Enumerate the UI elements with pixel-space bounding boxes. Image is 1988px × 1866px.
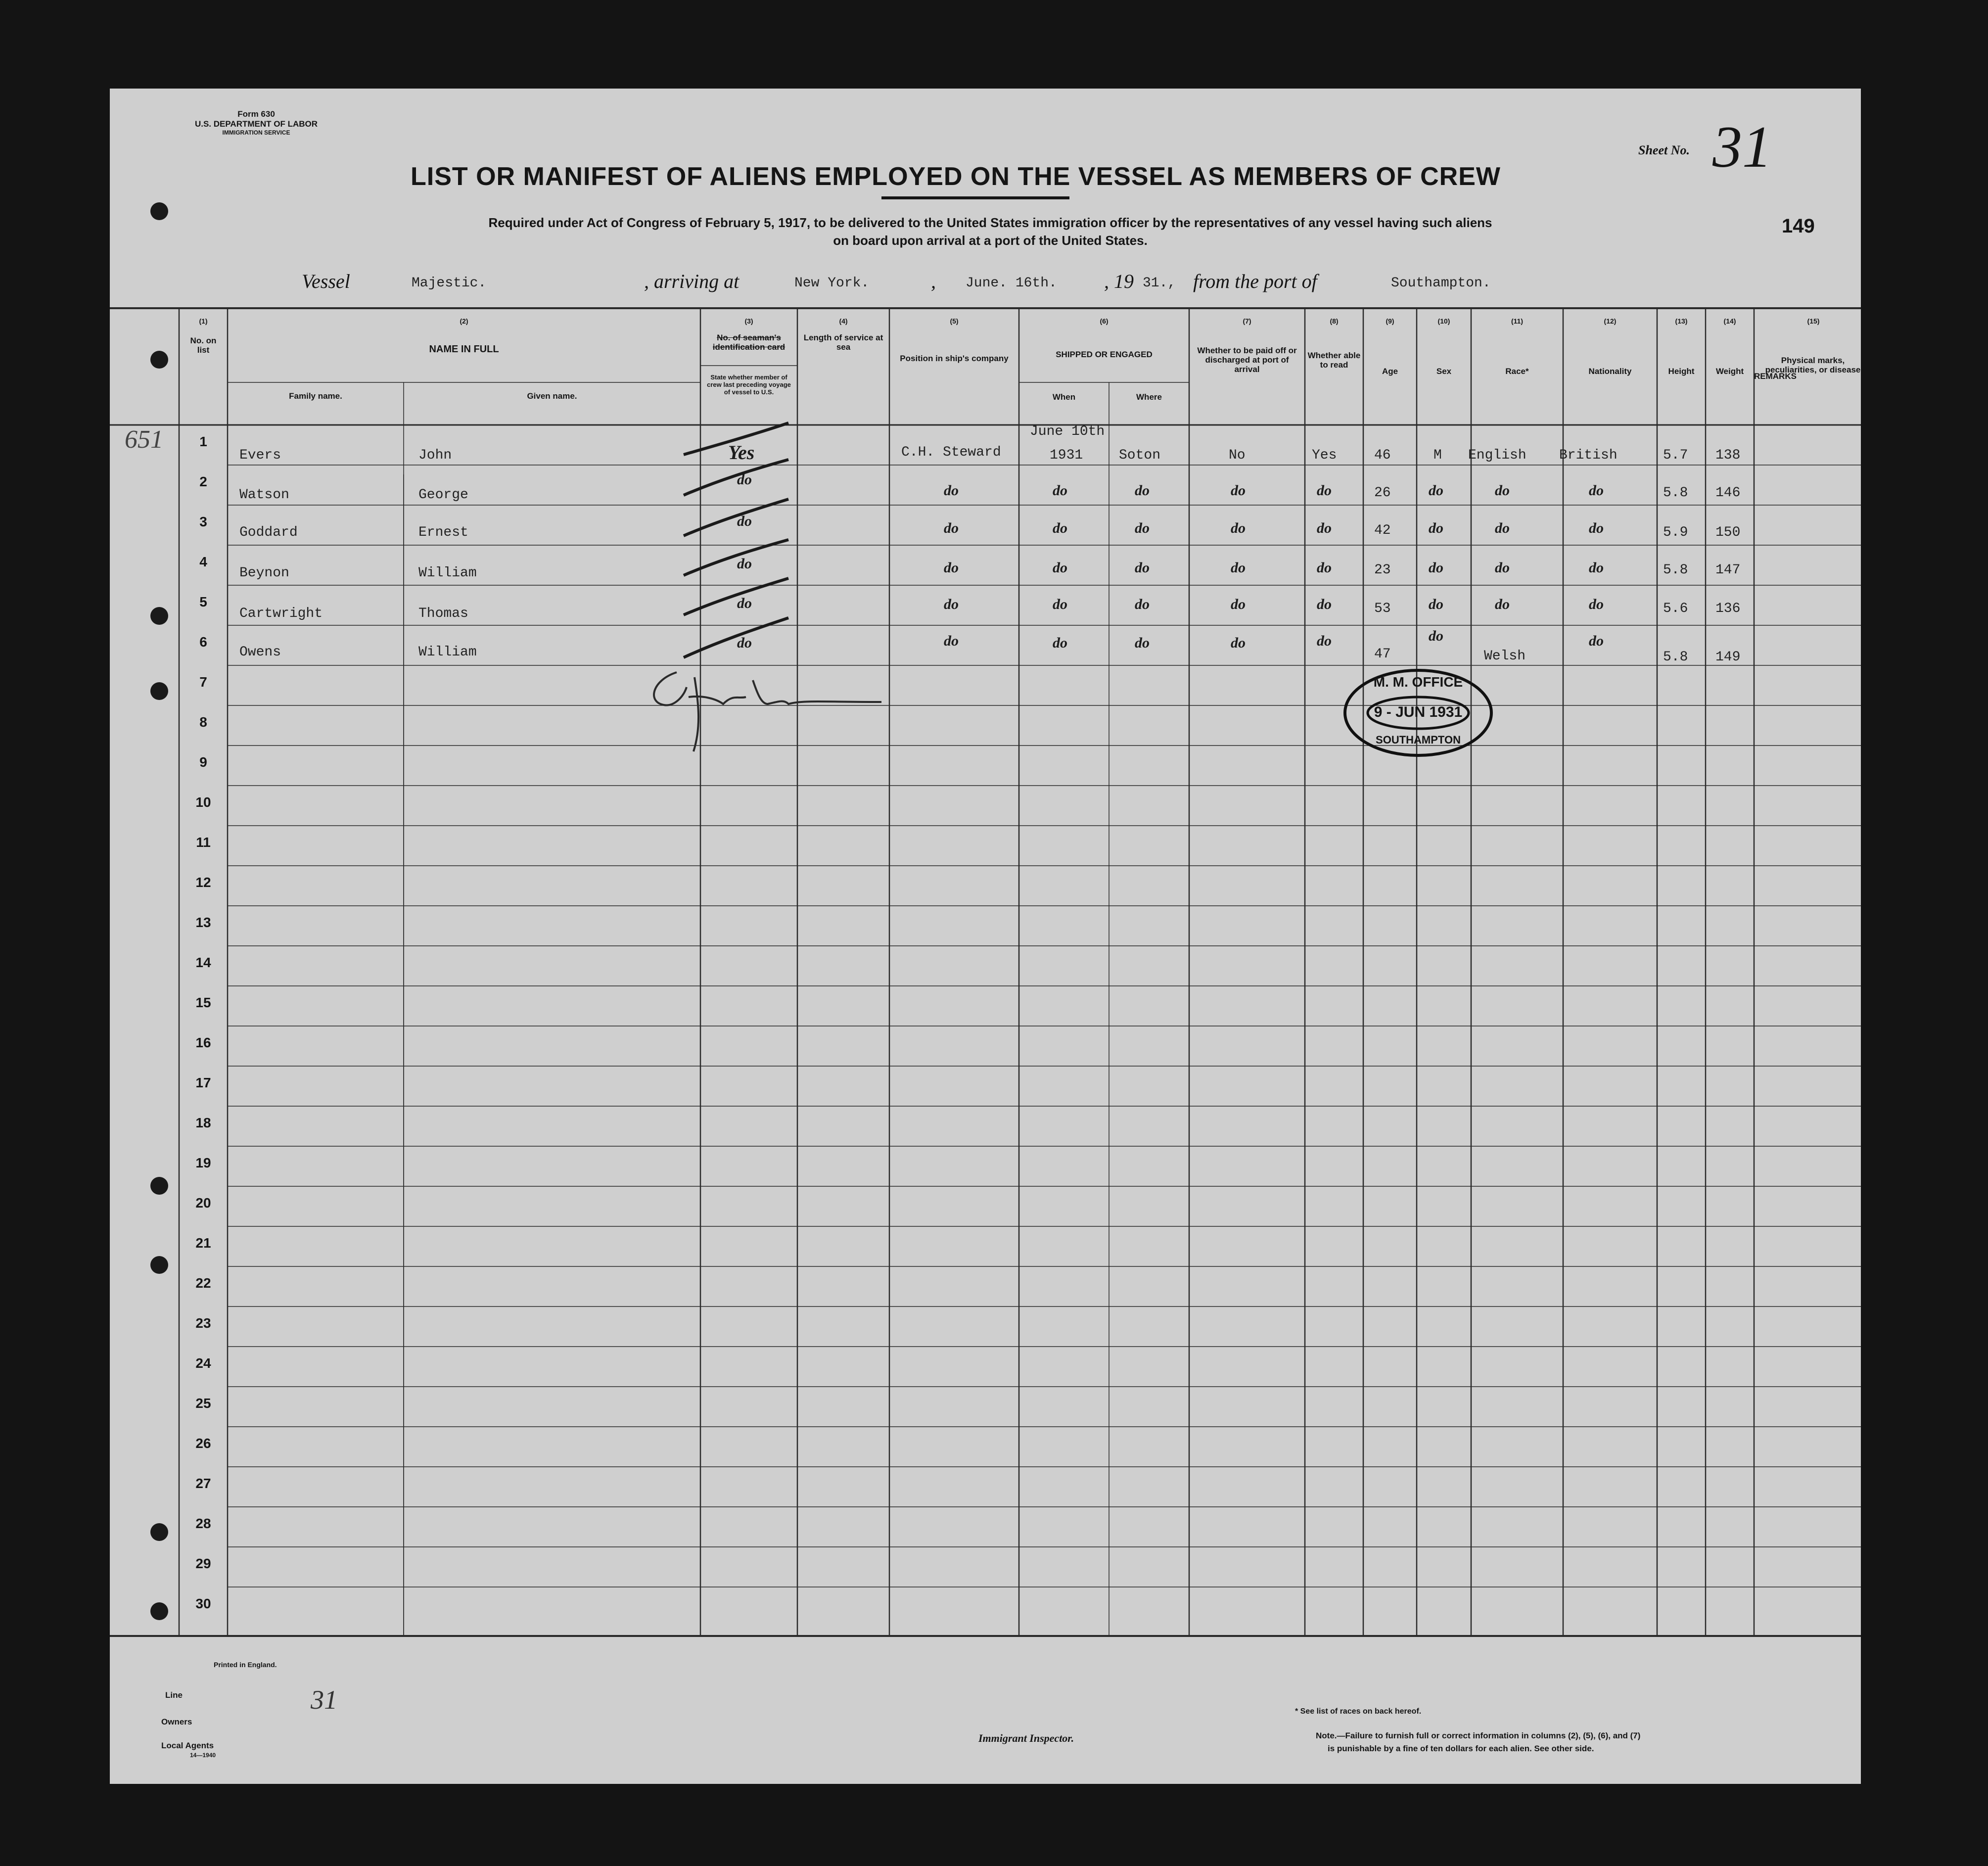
row-number: 27 bbox=[195, 1476, 211, 1491]
local-agents-label: Local Agents bbox=[161, 1741, 214, 1750]
row-number: 6 bbox=[199, 634, 207, 650]
sheet-label: Sheet No. bbox=[1638, 143, 1690, 157]
crew-height: 5.8 bbox=[1663, 650, 1688, 665]
departure-port: Southampton. bbox=[1391, 276, 1491, 291]
crew-shipped-where: do bbox=[1135, 520, 1150, 536]
crew-position: C.H. Steward bbox=[901, 445, 1001, 460]
crew-previous-voyage: do bbox=[737, 513, 752, 529]
row-number: 16 bbox=[195, 1035, 211, 1050]
check-stroke bbox=[684, 618, 788, 657]
footer-annotation: 31 bbox=[311, 1685, 337, 1715]
crew-family-name: Beynon bbox=[239, 565, 289, 581]
crew-family-name: Goddard bbox=[239, 525, 298, 540]
crew-shipped-when-year: 1931 bbox=[1050, 448, 1083, 463]
check-stroke bbox=[684, 460, 788, 495]
note-line-1 bbox=[1316, 1731, 1640, 1741]
row-number: 5 bbox=[199, 594, 207, 609]
crew-able-to-read: do bbox=[1317, 596, 1332, 612]
from-port-label: from the port of bbox=[1193, 270, 1317, 292]
header-length-of-service: Length of service at sea bbox=[803, 333, 883, 352]
header-where: Where bbox=[1136, 392, 1162, 402]
row-number: 13 bbox=[195, 915, 211, 930]
crew-shipped-when: do bbox=[1053, 482, 1067, 499]
row-number: 30 bbox=[195, 1596, 211, 1611]
crew-nationality: do bbox=[1589, 520, 1604, 536]
subtitle-line-2: on board upon arrival at a port of the United States. bbox=[833, 233, 1148, 248]
header-sex: Sex bbox=[1436, 367, 1452, 376]
header-position: Position in ship's company bbox=[900, 354, 1009, 363]
crew-previous-voyage: do bbox=[737, 595, 752, 611]
check-stroke bbox=[684, 578, 788, 615]
crew-paid-off: do bbox=[1231, 560, 1246, 576]
crew-able-to-read: do bbox=[1317, 482, 1332, 499]
header-able-to-read: Whether able to read bbox=[1307, 351, 1361, 370]
row-number: 8 bbox=[199, 714, 207, 730]
arriving-label: , arriving at bbox=[644, 270, 740, 292]
stamp-date: 9 - JUN 1931 bbox=[1374, 704, 1463, 720]
service-name: IMMIGRATION SERVICE bbox=[222, 129, 290, 136]
col-number-3: (3) bbox=[744, 317, 753, 325]
crew-paid-off: do bbox=[1231, 596, 1246, 612]
check-stroke bbox=[684, 499, 788, 536]
col-number-12: (12) bbox=[1604, 317, 1617, 325]
crew-sex: do bbox=[1429, 482, 1443, 499]
crew-shipped-when: do bbox=[1053, 520, 1067, 536]
note-text: —Failure to furnish full or correct information in columns (2), (5), (6), and (7) bbox=[1337, 1731, 1641, 1740]
crew-shipped-where: do bbox=[1135, 596, 1150, 612]
year-prefix: , 19 bbox=[1104, 270, 1134, 292]
crew-age: 47 bbox=[1374, 647, 1391, 662]
comma: , bbox=[931, 270, 936, 292]
crew-position: do bbox=[944, 560, 959, 576]
header-paid-off: Whether to be paid off or discharged at port of arrival bbox=[1197, 346, 1297, 374]
sheet-number: 31 bbox=[1712, 114, 1772, 180]
crew-age: 46 bbox=[1374, 448, 1391, 463]
signature bbox=[654, 672, 881, 751]
crew-paid-off: do bbox=[1231, 635, 1246, 651]
crew-shipped-where: Soton bbox=[1119, 448, 1161, 463]
races-note: * See list of races on back hereof. bbox=[1295, 1707, 1422, 1716]
arrival-date: June. 16th. bbox=[966, 276, 1057, 291]
crew-nationality: do bbox=[1589, 482, 1604, 499]
row-number: 9 bbox=[199, 754, 207, 770]
col-number-4: (4) bbox=[839, 317, 848, 325]
note-line-2: is punishable by a fine of ten dollars for each alien. See other side. bbox=[1328, 1744, 1594, 1753]
row-number: 20 bbox=[195, 1195, 211, 1211]
row-number: 26 bbox=[195, 1436, 211, 1451]
crew-sex: do bbox=[1429, 628, 1443, 644]
corner-number: 149 bbox=[1782, 215, 1815, 237]
header-family-name: Family name. bbox=[289, 391, 342, 401]
note-label: Note. bbox=[1316, 1731, 1337, 1740]
crew-shipped-when-date: June 10th bbox=[1030, 424, 1105, 439]
crew-height: 5.6 bbox=[1663, 601, 1688, 616]
crew-able-to-read: do bbox=[1317, 520, 1332, 536]
col-number-6: (6) bbox=[1100, 317, 1109, 325]
line-label: Line bbox=[165, 1690, 183, 1700]
owners-label: Owners bbox=[161, 1717, 192, 1726]
row-number: 18 bbox=[195, 1115, 211, 1130]
crew-race: do bbox=[1495, 520, 1510, 536]
crew-given-name: William bbox=[418, 565, 477, 581]
col-number-5: (5) bbox=[950, 317, 959, 325]
crew-previous-voyage: do bbox=[737, 635, 752, 651]
crew-race: do bbox=[1495, 482, 1510, 499]
margin-annotation: 651 bbox=[125, 425, 163, 454]
crew-weight: 149 bbox=[1715, 650, 1741, 665]
row-number: 21 bbox=[195, 1235, 211, 1251]
immigrant-inspector-label: Immigrant Inspector. bbox=[978, 1732, 1074, 1744]
row-number: 2 bbox=[199, 474, 207, 489]
crew-weight: 147 bbox=[1715, 562, 1741, 578]
crew-previous-voyage: do bbox=[737, 556, 752, 572]
crew-shipped-when: do bbox=[1053, 635, 1067, 651]
crew-shipped-where: do bbox=[1135, 635, 1150, 651]
crew-position: do bbox=[944, 482, 959, 499]
crew-age: 42 bbox=[1374, 523, 1391, 538]
check-stroke bbox=[684, 423, 788, 455]
header-when: When bbox=[1052, 392, 1076, 402]
header-physical-marks: Physical marks, peculiarities, or disease bbox=[1765, 356, 1861, 374]
crew-family-name: Evers bbox=[239, 448, 281, 463]
crew-race: do bbox=[1495, 596, 1510, 612]
row-number: 1 bbox=[199, 434, 207, 449]
header-name-in-full: NAME IN FULL bbox=[429, 344, 499, 355]
header-height: Height bbox=[1668, 367, 1695, 376]
crew-height: 5.8 bbox=[1663, 562, 1688, 578]
col-number-8: (8) bbox=[1330, 317, 1339, 325]
col-number-13: (13) bbox=[1675, 317, 1688, 325]
vessel-label: Vessel bbox=[302, 270, 350, 292]
crew-paid-off: do bbox=[1231, 520, 1246, 536]
crew-able-to-read: do bbox=[1317, 633, 1332, 649]
crew-race: Welsh bbox=[1484, 649, 1526, 664]
crew-shipped-when: do bbox=[1053, 560, 1067, 576]
crew-paid-off: do bbox=[1231, 482, 1246, 499]
crew-previous-voyage: Yes bbox=[728, 441, 755, 464]
crew-sex: M bbox=[1433, 448, 1442, 463]
row-number: 7 bbox=[199, 674, 207, 690]
crew-age: 23 bbox=[1374, 562, 1391, 578]
crew-nationality: do bbox=[1589, 560, 1604, 576]
crew-weight: 138 bbox=[1715, 448, 1741, 463]
col-number-7: (7) bbox=[1243, 317, 1251, 325]
crew-sex: do bbox=[1429, 560, 1443, 576]
crew-height: 5.8 bbox=[1663, 485, 1688, 501]
crew-family-name: Watson bbox=[239, 487, 289, 503]
crew-able-to-read: Yes bbox=[1312, 448, 1337, 463]
crew-height: 5.9 bbox=[1663, 525, 1688, 540]
arrival-port: New York. bbox=[794, 276, 870, 291]
row-number: 25 bbox=[195, 1396, 211, 1411]
crew-given-name: George bbox=[418, 487, 468, 503]
form-number: Form 630 bbox=[237, 109, 275, 119]
crew-sex: do bbox=[1429, 520, 1443, 536]
crew-nationality: do bbox=[1589, 596, 1604, 612]
crew-age: 26 bbox=[1374, 485, 1391, 501]
crew-age: 53 bbox=[1374, 601, 1391, 616]
row-number: 22 bbox=[195, 1275, 211, 1291]
header-seaman-card: No. of seaman's identification card bbox=[712, 333, 786, 352]
row-number: 3 bbox=[199, 514, 207, 529]
header-race: Race* bbox=[1505, 367, 1529, 376]
crew-height: 5.7 bbox=[1663, 448, 1688, 463]
header-age: Age bbox=[1382, 367, 1398, 376]
crew-nationality: British bbox=[1559, 448, 1618, 463]
check-stroke bbox=[684, 540, 788, 575]
crew-position: do bbox=[944, 520, 959, 536]
header-given-name: Given name. bbox=[527, 391, 577, 401]
stamp-office-name: M. M. OFFICE bbox=[1373, 674, 1463, 690]
row-number: 23 bbox=[195, 1315, 211, 1331]
header-no-on-list: No. on list bbox=[190, 336, 217, 355]
vessel-name: Majestic. bbox=[412, 276, 487, 291]
header-weight: Weight bbox=[1715, 367, 1744, 376]
row-number: 19 bbox=[195, 1155, 211, 1170]
manifest-sheet: Form 630 U.S. DEPARTMENT OF LABOR IMMIGRATION SERVICE Sheet No. 31 149 LIST OR MANIFEST OF ALIENS EMPLOYED ON THE VESSEL AS MEMBERS OF CREW Required under Act of Congress of February 5, 1917, to be delivered to the United States immigration officer by the representatives of any vessel having such aliens on board upon arrival at a port of the United States. Vessel Majestic. , arriving at New York. , June. 16th. , 19 31., from the port of Southampton. (1) (2) (3) (4) (5) (6) (7) (8) (9) (10) (11) (12) (13) (14) (15) No. on list NAME IN FULL Family name. Given name. No. of seaman's identification card State whether member of crew last preceding voyage of vessel to U.S. Length of service at sea Position in ship's company SHIPPED OR ENGAGED When Where Whether to be paid off or discharged at port of arrival Whether able to read Age Sex Race* Nationality Height Weight Physical marks, peculiarities, or disease REMARKS 1 2 3 4 5 6 7 8 9 10 11 12 13 14 15 16 17 18 19 20 21 22 23 24 25 26 27 28 29 30 651 Evers John Yes C.H. Steward June 10th 1931 Soton No Yes 46 M English British 5.7 138 Watson George do do do do do do 26 do do do 5.8 146 Goddard Ernest do do do do do do 42 do do do 5.9 150 Beynon William do do do do do do 23 do do do 5.8 147 Cartwright Thomas do do do do do do 53 do do do 5.6 136 Owens William do do do do do do 47 do Welsh do 5.8 149 M. M. OFFICE 9 - JUN 1931 SOUTHAMPTON Printed in England. Line 31 Owners Local Agents 14—1940 Immigrant Inspector. * See list of races on back hereof. Note.—Failure to furnish full or correct information in columns (2), (5), (6), and (7) is punishable by a fine of ten dollars for each alien. See other side. bbox=[110, 89, 1861, 1784]
crew-given-name: Thomas bbox=[418, 606, 468, 621]
crew-paid-off: No bbox=[1229, 448, 1246, 463]
crew-race: English bbox=[1468, 448, 1526, 463]
row-number: 24 bbox=[195, 1355, 211, 1371]
stamp-location: SOUTHAMPTON bbox=[1376, 734, 1461, 746]
col-number-2: (2) bbox=[460, 317, 468, 325]
crew-weight: 150 bbox=[1715, 525, 1741, 540]
crew-given-name: William bbox=[418, 645, 477, 660]
row-number: 10 bbox=[195, 794, 211, 810]
col-number-9: (9) bbox=[1386, 317, 1394, 325]
col-number-14: (14) bbox=[1723, 317, 1736, 325]
arrival-year: 31., bbox=[1143, 276, 1176, 291]
col-number-10: (10) bbox=[1437, 317, 1450, 325]
row-number: 28 bbox=[195, 1516, 211, 1531]
crew-shipped-where: do bbox=[1135, 560, 1150, 576]
crew-position: do bbox=[944, 596, 959, 612]
crew-weight: 136 bbox=[1715, 601, 1741, 616]
handwritten-marks bbox=[110, 89, 1861, 1784]
subtitle-line-1: Required under Act of Congress of February 5, 1917, to be delivered to the United States immigration officer by the representatives of any vessel having such aliens bbox=[488, 215, 1492, 230]
printed-in: Printed in England. bbox=[214, 1661, 277, 1669]
row-number: 12 bbox=[195, 875, 211, 890]
crew-position: do bbox=[944, 633, 959, 649]
crew-shipped-where: do bbox=[1135, 482, 1150, 499]
crew-shipped-when: do bbox=[1053, 596, 1067, 612]
row-number: 11 bbox=[196, 835, 211, 850]
crew-given-name: John bbox=[418, 448, 452, 463]
header-previous-voyage: State whether member of crew last preceding voyage of vessel to U.S. bbox=[707, 373, 791, 396]
crew-given-name: Ernest bbox=[418, 525, 468, 540]
row-number: 17 bbox=[195, 1075, 211, 1090]
row-number: 29 bbox=[195, 1556, 211, 1571]
header-nationality: Nationality bbox=[1588, 367, 1632, 376]
department-name: U.S. DEPARTMENT OF LABOR bbox=[194, 119, 318, 129]
crew-weight: 146 bbox=[1715, 485, 1741, 501]
col-number-11: (11) bbox=[1511, 317, 1524, 325]
page-title: LIST OR MANIFEST OF ALIENS EMPLOYED ON THE VESSEL AS MEMBERS OF CREW bbox=[411, 162, 1501, 191]
crew-nationality: do bbox=[1589, 633, 1604, 649]
crew-family-name: Owens bbox=[239, 645, 281, 660]
crew-family-name: Cartwright bbox=[239, 606, 323, 621]
crew-sex: do bbox=[1429, 596, 1443, 612]
crew-previous-voyage: do bbox=[737, 471, 752, 488]
col-number-15: (15) bbox=[1807, 317, 1820, 325]
row-number: 15 bbox=[195, 995, 211, 1010]
col-number-1: (1) bbox=[199, 317, 208, 325]
header-shipped-or-engaged: SHIPPED OR ENGAGED bbox=[1056, 350, 1153, 359]
row-number: 14 bbox=[195, 955, 211, 970]
form-code: 14—1940 bbox=[190, 1752, 216, 1759]
office-stamp bbox=[1341, 667, 1495, 758]
crew-able-to-read: do bbox=[1317, 560, 1332, 576]
row-number: 4 bbox=[199, 554, 207, 569]
crew-race: do bbox=[1495, 560, 1510, 576]
